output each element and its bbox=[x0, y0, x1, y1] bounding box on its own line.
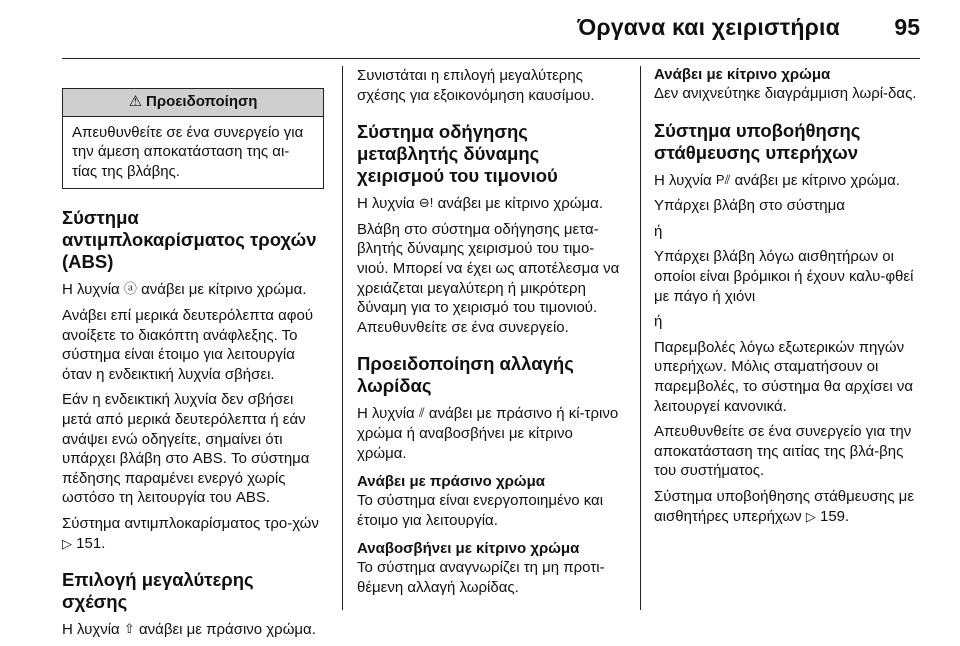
parking-ref-page[interactable]: 159. bbox=[819, 507, 850, 525]
lane-yellow-heading: Ανάβει με κίτρινο χρώμα bbox=[654, 66, 831, 83]
lane-lamp-intro: Η λυχνία bbox=[357, 405, 415, 423]
lane-green-heading: Ανάβει με πράσινο χρώμα bbox=[357, 473, 545, 491]
parking-or: ή bbox=[654, 222, 663, 240]
lane-blink-heading: Αναβοσβήνει με κίτρινο χρώμα bbox=[357, 540, 580, 558]
abs-lamp-text: ανάβει με κίτρινο χρώμα. bbox=[141, 281, 307, 299]
parking-cross-reference bbox=[654, 487, 922, 526]
gear-paragraph bbox=[62, 619, 324, 640]
parking-ref-text: Σύστημα υποβοήθησης στάθμευσης με αισθητήρες υπερήχων bbox=[654, 487, 915, 525]
lane-green-text: Το σύστημα είναι ενεργοποιημένο και έτοιμο για λειτουργία. bbox=[357, 492, 604, 529]
gear-lamp-text: ανάβει με πράσινο χρώμα. bbox=[138, 621, 316, 639]
steering-heading: Σύστημα οδήγησης μεταβλητής δύναμης χειρισμού του τιμονιού bbox=[357, 121, 558, 187]
parking-paragraph: Υπάρχει βλάβη λόγω αισθητήρων οι οποίοι είναι βρόμικοι ή έχουν καλυ-φθεί με πάγο ή χιόνι bbox=[654, 248, 914, 305]
abs-heading: Σύστημα αντιμπλοκαρίσματος τροχών (ABS) bbox=[62, 207, 317, 273]
parking-paragraph: Απευθυνθείτε σε ένα συνεργείο για την αποκατάσταση της αιτίας της βλά-βης του συστήματος. bbox=[654, 423, 912, 480]
warning-box bbox=[62, 88, 324, 189]
gear-up-icon: ⇧ bbox=[123, 621, 135, 637]
abs-paragraph: Εάν η ενδεικτική λυχνία δεν σβήσει μετά από μερικά δευτερόλεπτα ή εάν ανάψει ενώ οδηγείτε, σημαίνει ότι υπάρχει βλάβη στο ABS. Το σύστημα πέδησης παραμένει ενεργό χωρίς ωστόσο τη λειτουργία του ABS. bbox=[62, 391, 310, 507]
column-divider bbox=[640, 66, 641, 610]
column-3 bbox=[654, 66, 922, 532]
column-1 bbox=[62, 88, 324, 646]
steering-icon: ⊖! bbox=[418, 195, 434, 211]
steering-paragraph bbox=[357, 193, 625, 214]
abs-cross-reference bbox=[62, 514, 324, 553]
warning-title: Προειδοποίηση bbox=[146, 93, 258, 110]
lane-blink-text: Το σύστημα αναγνωρίζει τη μη προτι-θέμενη αλλαγή λωρίδας. bbox=[357, 559, 605, 596]
column-2 bbox=[357, 66, 625, 604]
abs-ref-text: Σύστημα αντιμπλοκαρίσματος τρο-χών bbox=[62, 514, 319, 532]
warning-header bbox=[63, 89, 323, 117]
lane-paragraph bbox=[357, 403, 625, 463]
header-rule bbox=[62, 58, 920, 59]
parking-paragraph bbox=[654, 170, 922, 191]
page-title: Όργανα και χειριστήρια bbox=[577, 14, 840, 40]
lane-lamp-text: ανάβει με πράσινο ή κί-τρινο χρώμα ή αναβοσβήνει με κίτρινο χρώμα. bbox=[357, 405, 619, 462]
gear-lamp-intro: Η λυχνία bbox=[62, 621, 120, 639]
abs-paragraph bbox=[62, 279, 324, 300]
page-ref-icon: ▷ bbox=[62, 535, 72, 551]
gear-paragraph-continued: Συνιστάται η επιλογή μεγαλύτερης σχέσης για εξοικονόμηση καυσίμου. bbox=[357, 67, 595, 104]
steering-lamp-text: ανάβει με κίτρινο χρώμα. bbox=[437, 195, 603, 213]
parking-heading: Σύστημα υποβοήθησης στάθμευσης υπερήχων bbox=[654, 119, 861, 163]
page-number: 95 bbox=[894, 14, 920, 40]
parking-icon: P⫽ bbox=[715, 171, 731, 187]
parking-paragraph: Υπάρχει βλάβη στο σύστημα bbox=[654, 197, 845, 215]
parking-or: ή bbox=[654, 313, 663, 331]
parking-lamp-text: ανάβει με κίτρινο χρώμα. bbox=[734, 171, 900, 189]
steering-paragraph: Βλάβη στο σύστημα οδήγησης μετα-βλητής δύναμης χειρισμού του τιμο-νιού. Μπορεί να έχει ως αποτέλεσμα να χρειάζεται μεγαλύτερη ή μικρότερη δύναμη για το χειρισμό του τιμονιού. Απευθυνθείτε σε ένα συνεργείο. bbox=[357, 220, 620, 336]
gear-heading: Επιλογή μεγαλύτερης σχέσης bbox=[62, 569, 254, 613]
column-divider bbox=[342, 66, 343, 610]
abs-paragraph: Ανάβει επί μερικά δευτερόλεπτα αφού ανοίξετε το διακόπτη ανάφλεξης. Το σύστημα είναι έτοιμο για λειτουργία όταν η ενδεικτική λυχνία σβήσει. bbox=[62, 306, 314, 383]
parking-lamp-intro: Η λυχνία bbox=[654, 171, 712, 189]
lane-icon: ⫽ bbox=[418, 405, 425, 421]
lane-heading: Προειδοποίηση αλλαγής λωρίδας bbox=[357, 353, 574, 397]
abs-ref-page[interactable]: 151. bbox=[76, 534, 106, 552]
abs-icon: ⓐ bbox=[123, 281, 137, 297]
lane-yellow-text: Δεν ανιχνεύτηκε διαγράμμιση λωρί-δας. bbox=[654, 85, 917, 102]
abs-lamp-intro: Η λυχνία bbox=[62, 281, 120, 299]
parking-paragraph: Παρεμβολές λόγω εξωτερικών πηγών υπερήχων. Μόλις σταματήσουν οι παρεμβολές, το σύστημα θα αρχίσει να λειτουργεί κανονικά. bbox=[654, 338, 914, 415]
warning-text: Απευθυνθείτε σε ένα συνεργείο για την άμεση αποκατάσταση της αι-τίας της βλάβης. bbox=[72, 123, 304, 180]
warning-triangle-icon: ⚠ bbox=[128, 93, 143, 110]
page-ref-icon: ▷ bbox=[805, 508, 816, 524]
steering-lamp-intro: Η λυχνία bbox=[357, 195, 415, 213]
